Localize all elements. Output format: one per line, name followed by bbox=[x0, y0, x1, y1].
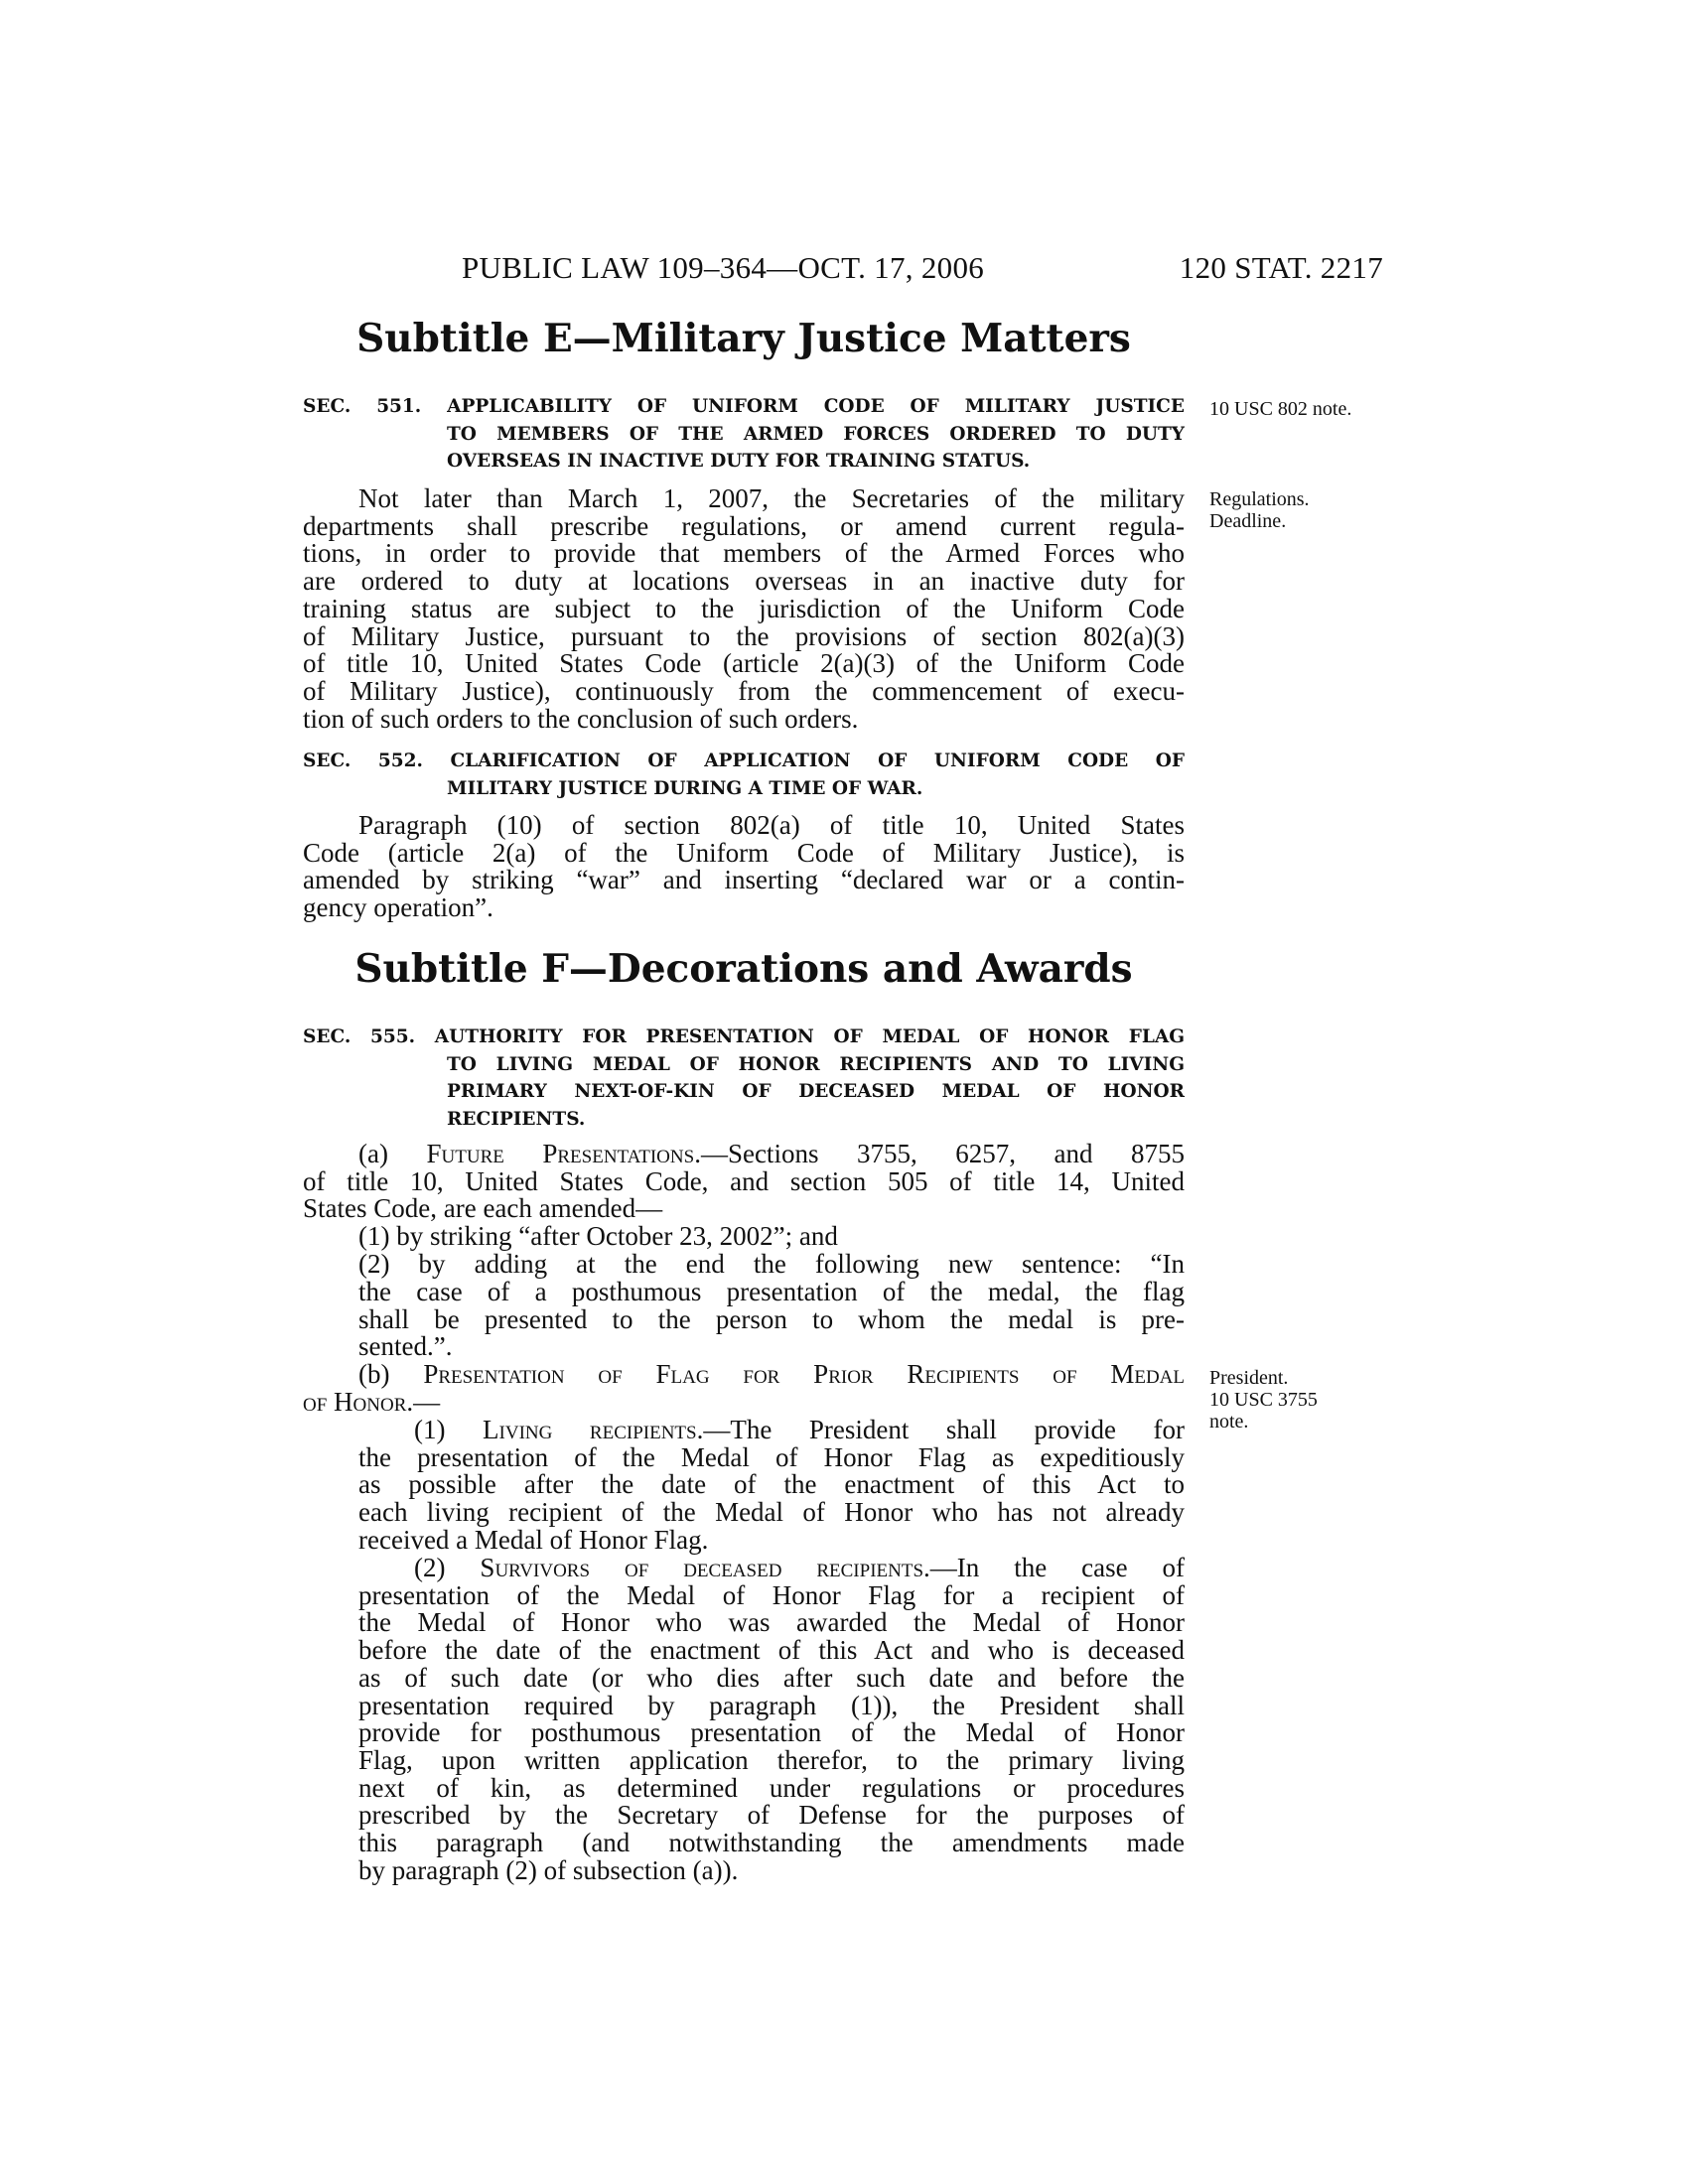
subsection-b-caption-end: of Honor. bbox=[303, 1386, 414, 1417]
body-text: —The President shall provide for bbox=[703, 1415, 1185, 1444]
sec-552-heading-line: MILITARY JUSTICE DURING A TIME OF WAR. bbox=[447, 777, 923, 799]
margin-note-president bbox=[1209, 1367, 1318, 1433]
sec-552-heading bbox=[303, 748, 1185, 802]
subsection-b-first-line bbox=[303, 1361, 1185, 1389]
body-line: as possible after the date of the enactment of this Act to bbox=[358, 1469, 1185, 1500]
body-line: of Military Justice, pursuant to the provisions of section 802(a)(3) bbox=[303, 620, 1185, 651]
paragraph-b2 bbox=[358, 1555, 1185, 1884]
body-line: this paragraph (and notwithstanding the amendments made bbox=[358, 1828, 1185, 1858]
margin-note-line: President. bbox=[1209, 1367, 1289, 1389]
body-line: the case of a posthumous presentation of the medal, the flag bbox=[358, 1277, 1185, 1306]
subsection-a-first-line bbox=[303, 1141, 1185, 1168]
subtitle-f-heading: Subtitle F—Decorations and Awards bbox=[354, 946, 1133, 992]
sec-555-heading-line: PRIMARY NEXT-OF-KIN OF DECEASED MEDAL OF HONOR bbox=[447, 1081, 1185, 1102]
subtitle-e-heading: Subtitle E—Military Justice Matters bbox=[356, 316, 1131, 361]
sec-555-heading bbox=[303, 1024, 1185, 1133]
margin-note-line: 10 USC 3755 bbox=[1209, 1389, 1318, 1411]
body-line: before the date of the enactment of this Act and who is deceased bbox=[358, 1635, 1185, 1666]
header-stat-page: 120 STAT. 2217 bbox=[1179, 250, 1383, 285]
body-line: training status are subject to the jurisdiction of the Uniform Code bbox=[303, 593, 1185, 623]
body-line: Not later than March 1, 2007, the Secretaries of the military bbox=[358, 483, 1185, 513]
margin-note-line: Regulations. bbox=[1209, 488, 1310, 510]
subsection-b-second-line bbox=[303, 1386, 1185, 1417]
subsection-a bbox=[303, 1141, 1185, 1223]
subsection-b-caption: Presentation of Flag for Prior Recipients of Medal bbox=[423, 1359, 1186, 1389]
sec-552-body bbox=[303, 812, 1185, 922]
margin-note-10-usc-802: 10 USC 802 note. bbox=[1209, 398, 1352, 420]
sec-555-heading-line: SEC. 555. AUTHORITY FOR PRESENTATION OF MEDAL OF HONOR FLAG bbox=[303, 1026, 1185, 1047]
margin-note-line: Deadline. bbox=[1209, 510, 1287, 532]
sec-552-heading-line: SEC. 552. CLARIFICATION OF APPLICATION OF UNIFORM CODE OF bbox=[303, 751, 1185, 771]
paragraph-b2-caption: Survivors of deceased recipients. bbox=[480, 1553, 930, 1582]
body-line: the presentation of the Medal of Honor Flag as expeditiously bbox=[358, 1441, 1185, 1472]
body-line: next of kin, as determined under regulations or procedures bbox=[358, 1772, 1185, 1803]
subsection-a-items bbox=[358, 1223, 1185, 1278]
sec-551-heading-line: OVERSEAS IN INACTIVE DUTY FOR TRAINING STATUS. bbox=[447, 451, 1031, 472]
body-line: Paragraph (10) of section 802(a) of title 10, United States bbox=[358, 810, 1185, 840]
sec-555-heading-line: RECIPIENTS. bbox=[447, 1108, 586, 1130]
body-line: are ordered to duty at locations overseas in an inactive duty for bbox=[303, 566, 1185, 597]
sec-551-heading bbox=[303, 393, 1185, 476]
sec-555-heading-line: TO LIVING MEDAL OF HONOR RECIPIENTS AND TO LIVING bbox=[447, 1053, 1185, 1075]
paragraph-b1 bbox=[358, 1417, 1185, 1555]
paragraph-b1-first-line bbox=[358, 1417, 1185, 1444]
body-line: sented.”. bbox=[358, 1331, 453, 1362]
sec-551-heading-line: SEC. 551. APPLICABILITY OF UNIFORM CODE OF MILITARY JUSTICE bbox=[303, 396, 1185, 417]
body-line: of title 10, United States Code, and section 505 of title 14, United bbox=[303, 1165, 1185, 1196]
paragraph-b2-label: (2) bbox=[414, 1553, 446, 1582]
body-line: tions, in order to provide that members of the Armed Forces who bbox=[303, 538, 1185, 569]
body-line: Code (article 2(a) of the Uniform Code of Military Justice), is bbox=[303, 837, 1185, 868]
header-public-law: PUBLIC LAW 109–364—OCT. 17, 2006 bbox=[462, 250, 985, 285]
subsection-a-label: (a) bbox=[358, 1139, 388, 1168]
paragraph-2-continued bbox=[358, 1279, 1185, 1361]
body-text: —Sections 3755, 6257, and 8755 bbox=[700, 1139, 1186, 1168]
paragraph-1: (1) by striking “after October 23, 2002”; and bbox=[358, 1221, 838, 1251]
dash: — bbox=[413, 1386, 441, 1417]
body-line: Flag, upon written application therefor, to the primary living bbox=[358, 1744, 1185, 1775]
subsection-b-label: (b) bbox=[358, 1359, 390, 1389]
paragraph-b1-caption: Living recipients. bbox=[483, 1415, 704, 1444]
running-header bbox=[462, 250, 1383, 290]
body-line: amended by striking “war” and inserting “declared war or a contin- bbox=[303, 865, 1185, 895]
paragraph-b1-label: (1) bbox=[414, 1415, 446, 1444]
body-line: of Military Justice), continuously from the commencement of execu- bbox=[303, 675, 1185, 706]
body-line: prescribed by the Secretary of Defense for the purposes of bbox=[358, 1800, 1185, 1831]
sec-551-heading-line: TO MEMBERS OF THE ARMED FORCES ORDERED TO DUTY bbox=[447, 423, 1185, 445]
body-line: States Code, are each amended— bbox=[303, 1193, 663, 1224]
body-line: shall be presented to the person to whom the medal is pre- bbox=[358, 1303, 1185, 1334]
sec-551-body bbox=[303, 485, 1185, 733]
body-line: received a Medal of Honor Flag. bbox=[358, 1524, 709, 1555]
body-line: presentation of the Medal of Honor Flag for a recipient of bbox=[358, 1579, 1185, 1610]
body-line: tion of such orders to the conclusion of such orders. bbox=[303, 703, 859, 734]
paragraph-2-line: (2) by adding at the end the following new sentence: “In bbox=[358, 1248, 1185, 1279]
margin-note-regulations-deadline bbox=[1209, 488, 1310, 532]
body-line: departments shall prescribe regulations, or amend current regula- bbox=[303, 510, 1185, 541]
body-line: by paragraph (2) of subsection (a)). bbox=[358, 1854, 739, 1885]
paragraph-b2-first-line bbox=[358, 1555, 1185, 1582]
body-line: as of such date (or who dies after such date and before the bbox=[358, 1662, 1185, 1693]
body-line: provide for posthumous presentation of the Medal of Honor bbox=[358, 1717, 1185, 1748]
body-line: gency operation”. bbox=[303, 892, 493, 923]
subsection-b bbox=[303, 1361, 1185, 1416]
body-text: —In the case of bbox=[929, 1553, 1185, 1582]
body-line: of title 10, United States Code (article 2(a)(3) of the Uniform Code bbox=[303, 648, 1185, 679]
subsection-a-caption: Future Presentations. bbox=[426, 1139, 701, 1168]
body-line: each living recipient of the Medal of Honor who has not already bbox=[358, 1497, 1185, 1528]
body-line: presentation required by paragraph (1)), the President shall bbox=[358, 1690, 1185, 1720]
body-line: the Medal of Honor who was awarded the Medal of Honor bbox=[358, 1607, 1185, 1638]
margin-note-line: note. bbox=[1209, 1411, 1249, 1433]
